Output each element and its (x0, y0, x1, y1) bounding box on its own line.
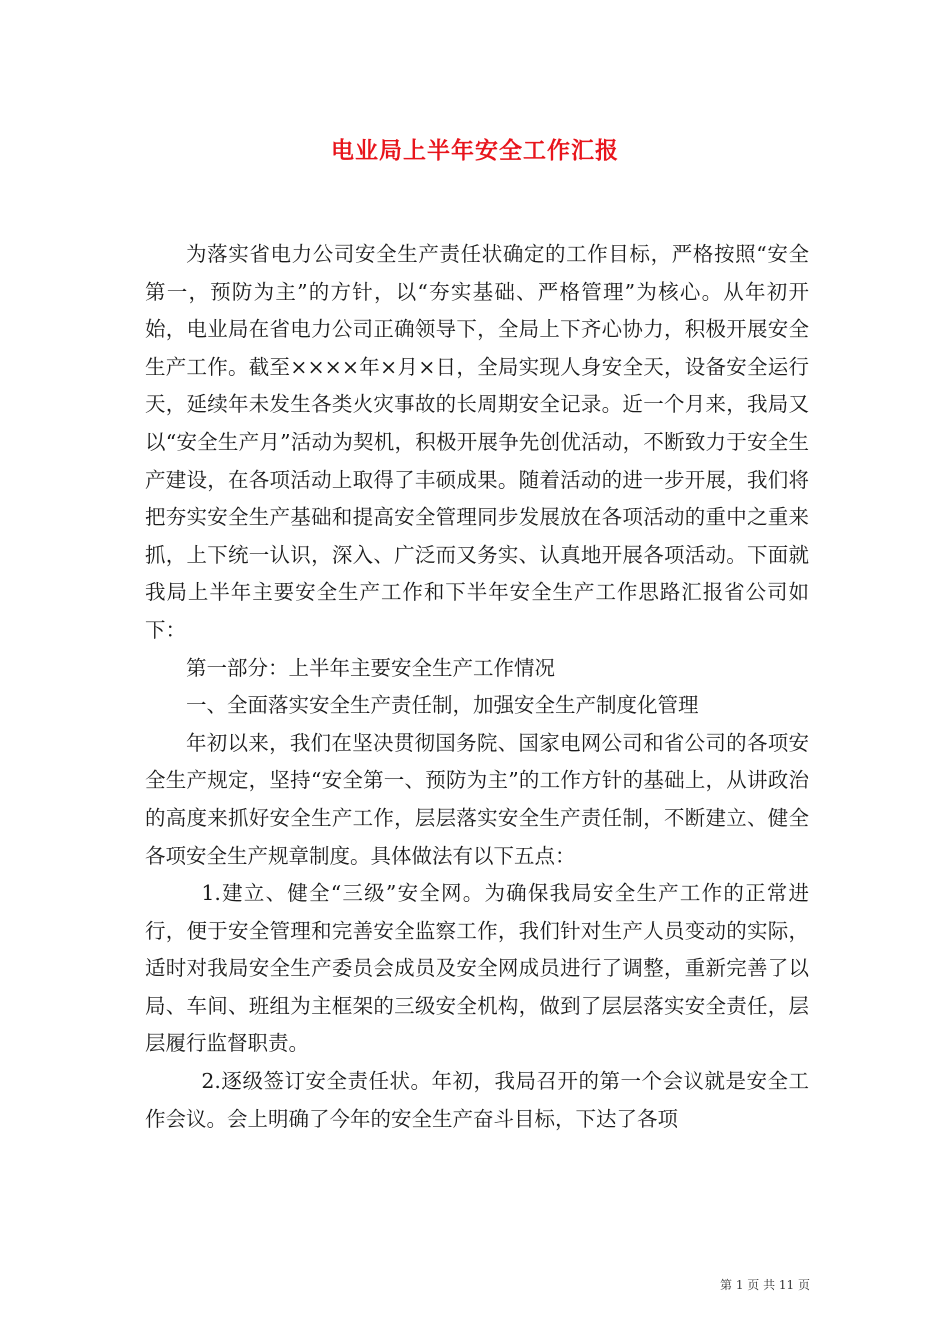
intro-paragraph: 为落实省电力公司安全生产责任状确定的工作目标，严格按照“安全第一，预防为主”的方针，以“夯实基础、严格管理”为核心。从年初开始，电业局在省电力公司正确领导下，全局上下齐心协力，积极开展安全生产工作。截至××××年×月×日，全局实现人身安全天，设备安全运行天，延续年未发生各类火灾事故的长周期安全记录。近一个月来，我局又以“安全生产月”活动为契机，积极开展争先创优活动，不断致力于安全生产建设，在各项活动上取得了丰硕成果。随着活动的进一步开展，我们将把夯实安全生产基础和提高安全管理同步发展放在各项活动的重中之重来抓，上下统一认识，深入、广泛而又务实、认真地开展各项活动。下面就我局上半年主要安全生产工作和下半年安全生产工作思路汇报省公司如下： (145, 242, 809, 642)
item-paragraph-2: 2.逐级签订安全责任状。年初，我局召开的第一个会议就是安全工作会议。会上明确了今年的安全生产奋斗目标，下达了各项 (145, 1069, 809, 1131)
page-number: 第 1 页 共 11 页 (720, 1278, 810, 1292)
part-heading: 第一部分：上半年主要安全生产工作情况 (186, 655, 555, 680)
section-paragraph: 年初以来，我们在坚决贯彻国务院、国家电网公司和省公司的各项安全生产规定，坚持“安全第一、预防为主”的工作方针的基础上，从讲政治的高度来抓好安全生产工作，层层落实安全生产责任制，不断建立、健全各项安全生产规章制度。具体做法有以下五点： (145, 730, 809, 868)
section-heading: 一、全面落实安全生产责任制，加强安全生产制度化管理 (186, 693, 699, 718)
item-paragraph-1: 1.建立、健全“三级”安全网。为确保我局安全生产工作的正常进行，便于安全管理和完善安全监察工作，我们针对生产人员变动的实际，适时对我局安全生产委员会成员及安全网成员进行了调整，重新完善了以局、车间、班组为主框架的三级安全机构，做到了层层落实安全责任，层层履行监督职责。 (145, 881, 809, 1056)
document-title: 电业局上半年安全工作汇报 (331, 137, 619, 164)
document-body (145, 236, 809, 1138)
